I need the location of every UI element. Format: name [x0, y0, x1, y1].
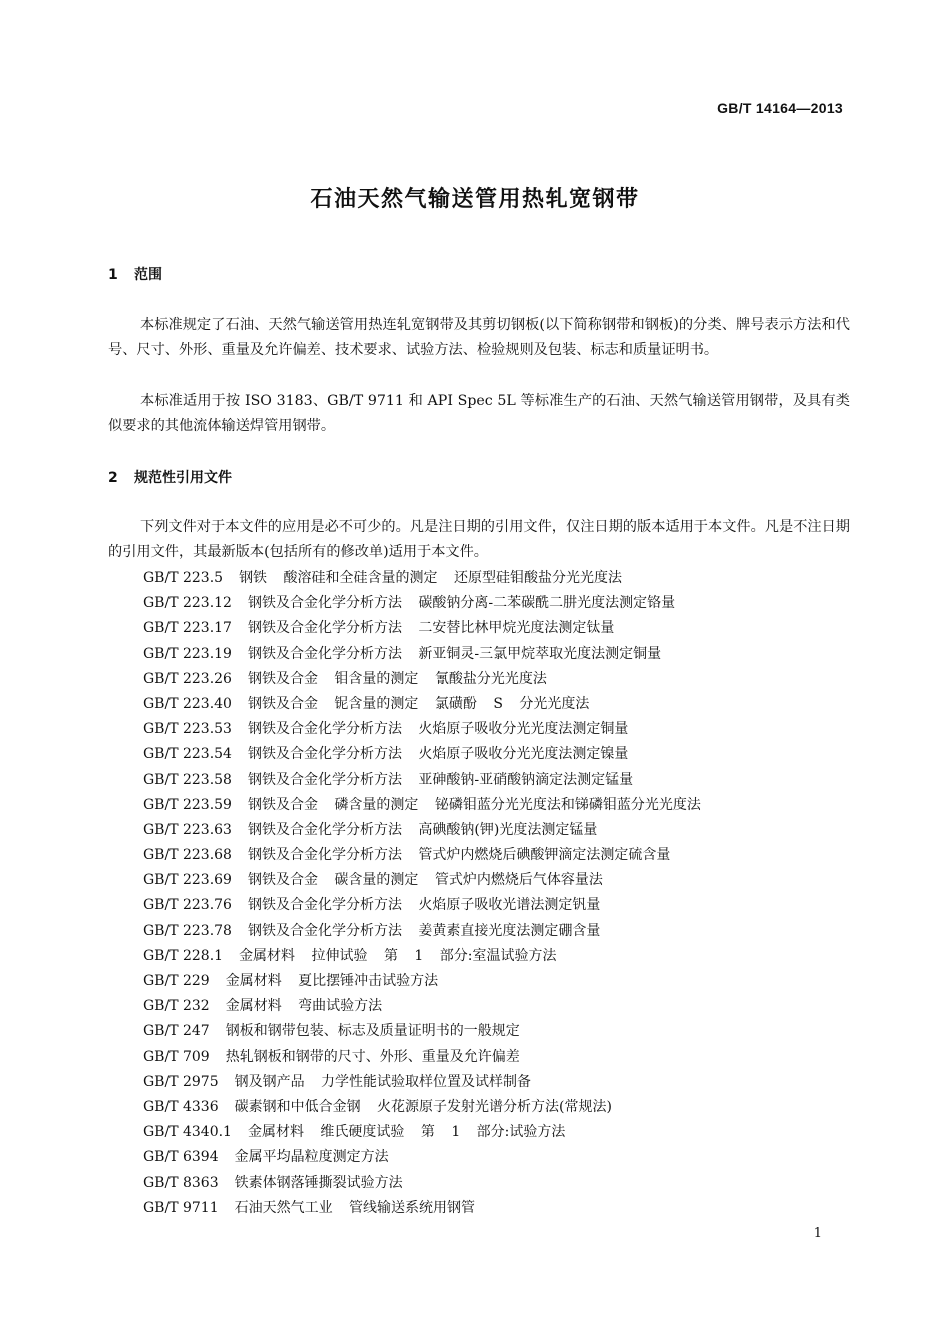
- reference-title: 碳素钢和中低合金钢 火花源原子发射光谱分析方法(常规法): [234, 1098, 612, 1115]
- reference-item: [143, 1145, 701, 1170]
- reference-code: GB/T 2975: [143, 1073, 219, 1090]
- reference-title: 钢铁及合金化学分析方法 亚砷酸钠-亚硝酸钠滴定法测定锰量: [247, 771, 634, 788]
- reference-code: GB/T 223.12: [143, 595, 232, 612]
- reference-code: GB/T 223.17: [143, 620, 232, 637]
- reference-item: [143, 566, 701, 591]
- reference-item: [143, 742, 701, 767]
- standard-number: GB/T 14164—2013: [717, 100, 843, 116]
- reference-code: GB/T 223.63: [143, 821, 232, 838]
- reference-item: [143, 667, 701, 692]
- reference-title: 钢铁及合金化学分析方法 火焰原子吸收分光光度法测定镍量: [247, 746, 629, 763]
- reference-item: [143, 717, 701, 742]
- reference-title: 钢铁 酸溶硅和全硅含量的测定 还原型硅钼酸盐分光光度法: [239, 570, 622, 586]
- reference-item: [143, 1120, 701, 1145]
- reference-title: 钢铁及合金化学分析方法 火焰原子吸收光谱法测定钒量: [247, 897, 601, 914]
- page-number: 1: [813, 1226, 822, 1241]
- reference-title: 金属材料 夏比摆锤冲击试验方法: [225, 973, 439, 989]
- reference-code: GB/T 4336: [143, 1098, 219, 1115]
- reference-title: 金属材料 拉伸试验 第 1 部分:室温试验方法: [239, 947, 557, 964]
- reference-code: GB/T 223.58: [143, 771, 232, 788]
- reference-title: 钢铁及合金化学分析方法 二安替比林甲烷光度法测定钛量: [247, 620, 615, 637]
- reference-title: 热轧钢板和钢带的尺寸、外形、重量及允许偏差: [225, 1048, 520, 1065]
- reference-code: GB/T 247: [143, 1023, 210, 1040]
- reference-code: GB/T 223.69: [143, 872, 232, 889]
- reference-item: [143, 843, 701, 868]
- section-number: 2: [108, 470, 118, 486]
- reference-item: [143, 1196, 701, 1221]
- reference-item: [143, 768, 701, 793]
- scope-paragraph-2: 本标准适用于按 ISO 3183、GB/T 9711 和 API Spec 5L 等标准生产的石油、天然气输送管用钢带，及具有类似要求的其他流体输送焊管用钢带。: [108, 393, 850, 434]
- reference-code: GB/T 223.59: [143, 796, 232, 813]
- reference-title: 钢铁及合金化学分析方法 姜黄素直接光度法测定硼含量: [247, 922, 601, 939]
- reference-title: 钢铁及合金化学分析方法 火焰原子吸收分光光度法测定铜量: [247, 721, 629, 738]
- reference-title: 石油天然气工业 管线输送系统用钢管: [234, 1199, 476, 1216]
- reference-code: GB/T 223.76: [143, 897, 232, 914]
- reference-code: GB/T 223.78: [143, 922, 232, 939]
- reference-item: [143, 793, 701, 818]
- reference-item: [143, 994, 701, 1019]
- section-title: 范围: [134, 267, 162, 283]
- reference-item: [143, 692, 701, 717]
- reference-code: GB/T 232: [143, 998, 210, 1015]
- reference-item: [143, 591, 701, 616]
- reference-code: GB/T 223.68: [143, 847, 232, 864]
- reference-title: 钢铁及合金化学分析方法 新亚铜灵-三氯甲烷萃取光度法测定铜量: [247, 645, 662, 662]
- reference-item: [143, 919, 701, 944]
- reference-title: 金属平均晶粒度测定方法: [234, 1149, 389, 1166]
- reference-item: [143, 642, 701, 667]
- reference-list: [143, 566, 701, 1221]
- reference-code: GB/T 223.40: [143, 695, 232, 712]
- reference-code: GB/T 229: [143, 973, 210, 989]
- reference-item: [143, 1070, 701, 1095]
- reference-item: [143, 1045, 701, 1070]
- reference-title: 金属材料 弯曲试验方法: [225, 998, 383, 1015]
- section-title: 规范性引用文件: [134, 470, 232, 486]
- reference-title: 钢铁及合金 碳含量的测定 管式炉内燃烧后气体容量法: [247, 872, 603, 889]
- references-intro-paragraph: 下列文件对于本文件的应用是必不可少的。凡是注日期的引用文件，仅注日期的版本适用于本文件。凡是不注日期的引用文件，其最新版本(包括所有的修改单)适用于本文件。: [108, 519, 850, 560]
- reference-title: 钢板和钢带包装、标志及质量证明书的一般规定: [225, 1023, 520, 1040]
- reference-code: GB/T 709: [143, 1048, 210, 1065]
- reference-item: [143, 1171, 701, 1196]
- reference-item: [143, 818, 701, 843]
- reference-item: [143, 616, 701, 641]
- reference-title: 钢铁及合金 铌含量的测定 氯磺酚 S 分光光度法: [247, 695, 590, 712]
- section-heading-normative-references: [108, 467, 232, 487]
- reference-item: [143, 969, 701, 994]
- reference-title: 铁素体钢落锤撕裂试验方法: [234, 1174, 403, 1191]
- reference-item: [143, 868, 701, 893]
- document-title: 石油天然气输送管用热轧宽钢带: [310, 187, 640, 212]
- reference-code: GB/T 8363: [143, 1174, 219, 1191]
- reference-code: GB/T 4340.1: [143, 1124, 232, 1141]
- section-number: 1: [108, 267, 118, 283]
- reference-code: GB/T 223.5: [143, 570, 224, 586]
- scope-paragraph-1: 本标准规定了石油、天然气输送管用热连轧宽钢带及其剪切钢板(以下简称钢带和钢板)的分类、牌号表示方法和代号、尺寸、外形、重量及允许偏差、技术要求、试验方法、检验规则及包装、标志和质量证明书。: [108, 317, 850, 358]
- reference-title: 钢铁及合金 钼含量的测定 氰酸盐分光光度法: [247, 670, 547, 687]
- reference-title: 钢铁及合金化学分析方法 高碘酸钠(钾)光度法测定锰量: [247, 821, 598, 838]
- reference-code: GB/T 223.53: [143, 721, 232, 738]
- reference-item: [143, 1019, 701, 1044]
- reference-title: 钢铁及合金化学分析方法 碳酸钠分离-二苯碳酰二肼光度法测定铬量: [247, 595, 676, 612]
- reference-code: GB/T 223.19: [143, 645, 232, 662]
- reference-title: 钢及钢产品 力学性能试验取样位置及试样制备: [234, 1073, 532, 1090]
- reference-item: [143, 944, 701, 969]
- reference-title: 钢铁及合金 磷含量的测定 铋磷钼蓝分光光度法和锑磷钼蓝分光光度法: [247, 796, 701, 813]
- reference-code: GB/T 9711: [143, 1199, 219, 1216]
- reference-item: [143, 1095, 701, 1120]
- reference-title: 金属材料 维氏硬度试验 第 1 部分:试验方法: [247, 1124, 566, 1141]
- reference-code: GB/T 6394: [143, 1149, 219, 1166]
- reference-code: GB/T 228.1: [143, 947, 224, 964]
- reference-title: 钢铁及合金化学分析方法 管式炉内燃烧后碘酸钾滴定法测定硫含量: [247, 847, 671, 864]
- section-heading-scope: [108, 264, 162, 284]
- reference-item: [143, 893, 701, 918]
- reference-code: GB/T 223.54: [143, 746, 232, 763]
- reference-code: GB/T 223.26: [143, 670, 232, 687]
